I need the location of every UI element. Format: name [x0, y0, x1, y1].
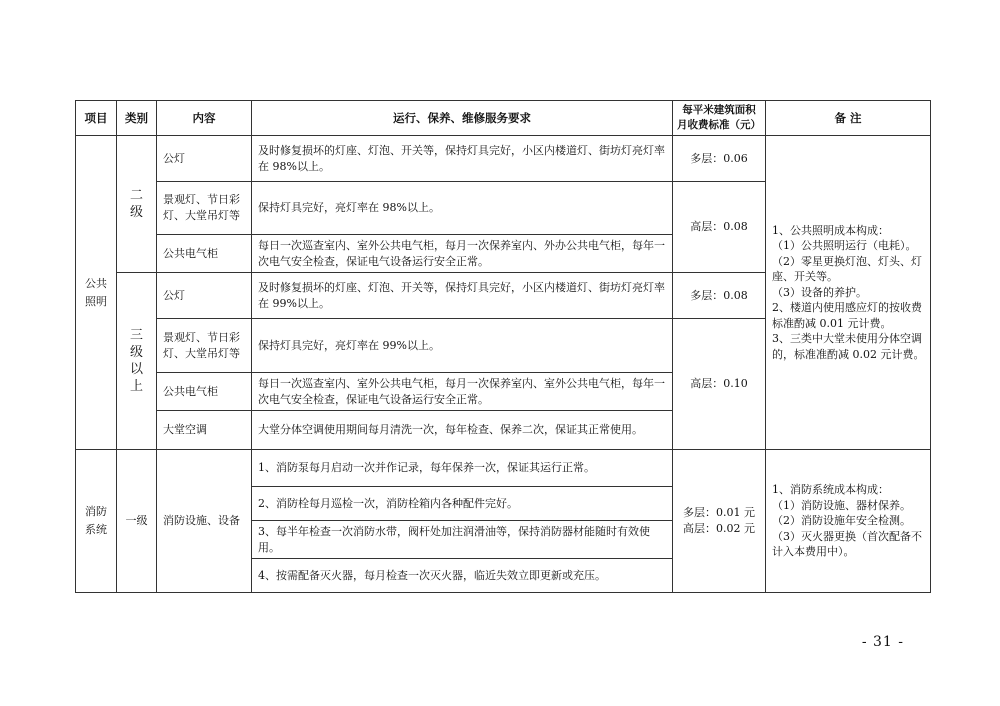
fee-grade3-multi: 多层：0.08: [673, 273, 766, 319]
requirement-cell: 及时修复损坏的灯座、灯泡、开关等，保持灯具完好，小区内楼道灯、街坊灯亮灯率在 99%以上。: [252, 273, 673, 319]
fee-grade2-multi: 多层：0.06: [673, 136, 766, 182]
requirement-cell: 每日一次巡查室内、室外公共电气柜，每月一次保养室内、外办公共电气柜，每年一次电气安全检查，保证电气设备运行安全正常。: [252, 235, 673, 273]
fee-fire-high: 高层：0.02 元: [683, 522, 755, 535]
content-cell: 公灯: [157, 136, 252, 182]
header-requirements: 运行、保养、维修服务要求: [252, 101, 673, 136]
content-cell: 公共电气柜: [157, 373, 252, 411]
content-cell: 景观灯、节日彩灯、大堂吊灯等: [157, 182, 252, 235]
requirement-cell: 1、消防泵每月启动一次并作记录，每年保养一次，保证其运行正常。: [252, 450, 673, 487]
content-cell: 公共电气柜: [157, 235, 252, 273]
item-fire: 消防系统: [76, 450, 117, 593]
requirement-cell: 及时修复损坏的灯座、灯泡、开关等，保持灯具完好，小区内楼道灯、街坊灯亮灯率在 98%以上。: [252, 136, 673, 182]
item-lighting: 公共照明: [76, 136, 117, 450]
header-fee-line2: 月收费标准（元）: [677, 119, 761, 131]
requirement-cell: 2、消防栓每月巡检一次，消防栓箱内各种配件完好。: [252, 487, 673, 521]
header-item: 项目: [76, 101, 117, 136]
header-notes: 备 注: [766, 101, 931, 136]
table-row: [76, 136, 931, 182]
header-fee-line1: 每平米建筑面积: [682, 104, 756, 116]
fee-standard-table: [75, 100, 931, 593]
requirement-cell: 大堂分体空调使用期间每月清洗一次，每年检查、保养二次，保证其正常使用。: [252, 411, 673, 450]
header-content: 内容: [157, 101, 252, 136]
requirement-cell: 4、按需配备灭火器，每月检查一次灭火器，临近失效立即更新或充压。: [252, 559, 673, 593]
content-cell: 景观灯、节日彩灯、大堂吊灯等: [157, 319, 252, 373]
fee-grade2-high: 高层：0.08: [673, 182, 766, 273]
header-category: 类别: [117, 101, 157, 136]
fire-content: 消防设施、设备: [157, 450, 252, 593]
requirement-cell: 保持灯具完好，亮灯率在 99%以上。: [252, 319, 673, 373]
fire-notes: 1、消防系统成本构成： （1）消防设施、器材保养。 （2）消防设施年安全检测。 （3）灭火器更换（首次配备不计入本费用中）。: [766, 450, 931, 593]
fire-fee: [673, 450, 766, 593]
page-number: - 31 -: [861, 634, 904, 650]
grade2-label: 二级: [117, 136, 157, 273]
requirement-cell: 每日一次巡查室内、室外公共电气柜，每月一次保养室内、室外公共电气柜，每年一次电气安全检查，保证电气设备运行安全正常。: [252, 373, 673, 411]
header-fee: [673, 101, 766, 136]
table-row: [76, 450, 931, 487]
requirement-cell: 3、每半年检查一次消防水带，阀杆处加注润滑油等，保持消防器材能随时有效使用。: [252, 521, 673, 559]
grade3-label: 三级以上: [117, 273, 157, 450]
fee-fire-multi: 多层：0.01 元: [683, 506, 755, 519]
fire-category: 一级: [117, 450, 157, 593]
lighting-notes: 1、公共照明成本构成： （1）公共照明运行（电耗）。 （2）零星更换灯泡、灯头、灯座、开关等。 （3）设备的养护。 2、楼道内使用感应灯的按收费标准酌减 0.01 元计费。 3、三类中大堂未使用分体空调的，标准准酌减 0.02 元计费。: [766, 136, 931, 450]
content-cell: 公灯: [157, 273, 252, 319]
requirement-cell: 保持灯具完好，亮灯率在 98%以上。: [252, 182, 673, 235]
fee-grade3-high: 高层：0.10: [673, 319, 766, 450]
header-row: [76, 101, 931, 136]
content-cell: 大堂空调: [157, 411, 252, 450]
